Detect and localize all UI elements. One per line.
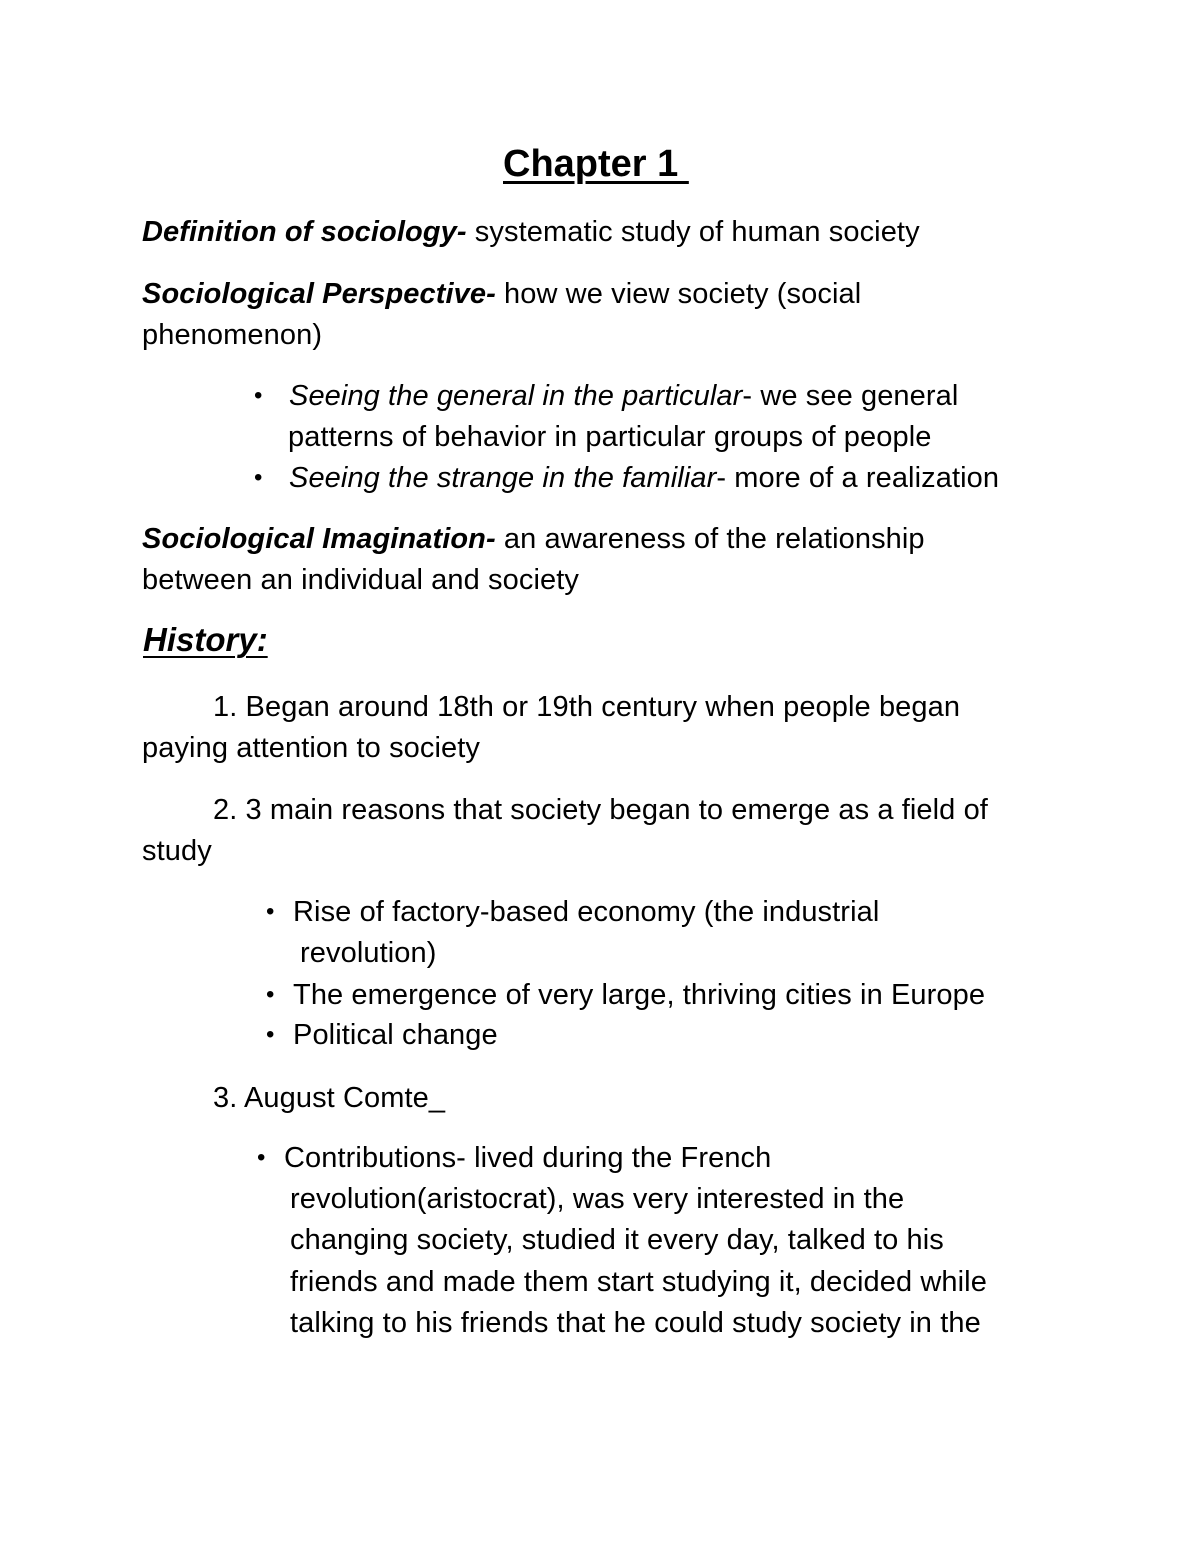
definition-text: how we view society (social [495,278,862,310]
comte-line: revolution(aristocrat), was very interested in the [290,1183,905,1215]
definition-term: Definition of sociology- [142,216,467,248]
definition-term: Sociological Perspective- [142,278,496,310]
definition-text-continued: phenomenon) [142,319,323,351]
bullet-marker: • [254,382,263,409]
bullet-marker: • [266,1021,275,1048]
definition-text-continued: between an individual and society [142,564,579,596]
page-title: Chapter 1 [503,143,689,185]
bullet-marker: • [266,981,275,1008]
definition-perspective [142,276,861,312]
definition-sociology [142,214,920,250]
list-item [289,460,999,496]
history-item-1-continued: paying attention to society [142,732,481,764]
history-item-3: 3. August Comte_ [213,1082,446,1114]
history-item-2-continued: study [142,835,212,867]
definition-term: Sociological Imagination- [142,523,496,555]
list-item-text: - we see general [742,380,959,412]
bullet-marker: • [257,1144,266,1171]
comte-line: changing society, studied it every day, talked to his [290,1224,944,1256]
definition-text: systematic study of human society [466,216,920,248]
bullet-marker: • [254,464,263,491]
reason-item-continued: revolution) [300,937,437,969]
comte-line: Contributions- lived during the French [284,1142,772,1174]
history-heading: History: [143,621,268,658]
list-item-continued: patterns of behavior in particular groups of people [288,421,932,453]
list-item [289,378,958,414]
bullet-marker: • [266,898,275,925]
list-item-text: - more of a realization [716,462,1000,494]
definition-text: an awareness of the relationship [495,523,925,555]
reason-item: Political change [293,1019,498,1051]
comte-line: talking to his friends that he could study society in the [290,1307,981,1339]
history-item-1: 1. Began around 18th or 19th century when people began [213,691,961,723]
comte-line: friends and made them start studying it, decided while [290,1266,987,1298]
list-item-italic: Seeing the strange in the familiar [289,462,717,494]
list-item-italic: Seeing the general in the particular [289,380,743,412]
history-item-2: 2. 3 main reasons that society began to emerge as a field of [213,794,988,826]
reason-item: The emergence of very large, thriving cities in Europe [293,979,986,1011]
definition-imagination [142,521,925,557]
reason-item: Rise of factory-based economy (the industrial [293,896,880,928]
